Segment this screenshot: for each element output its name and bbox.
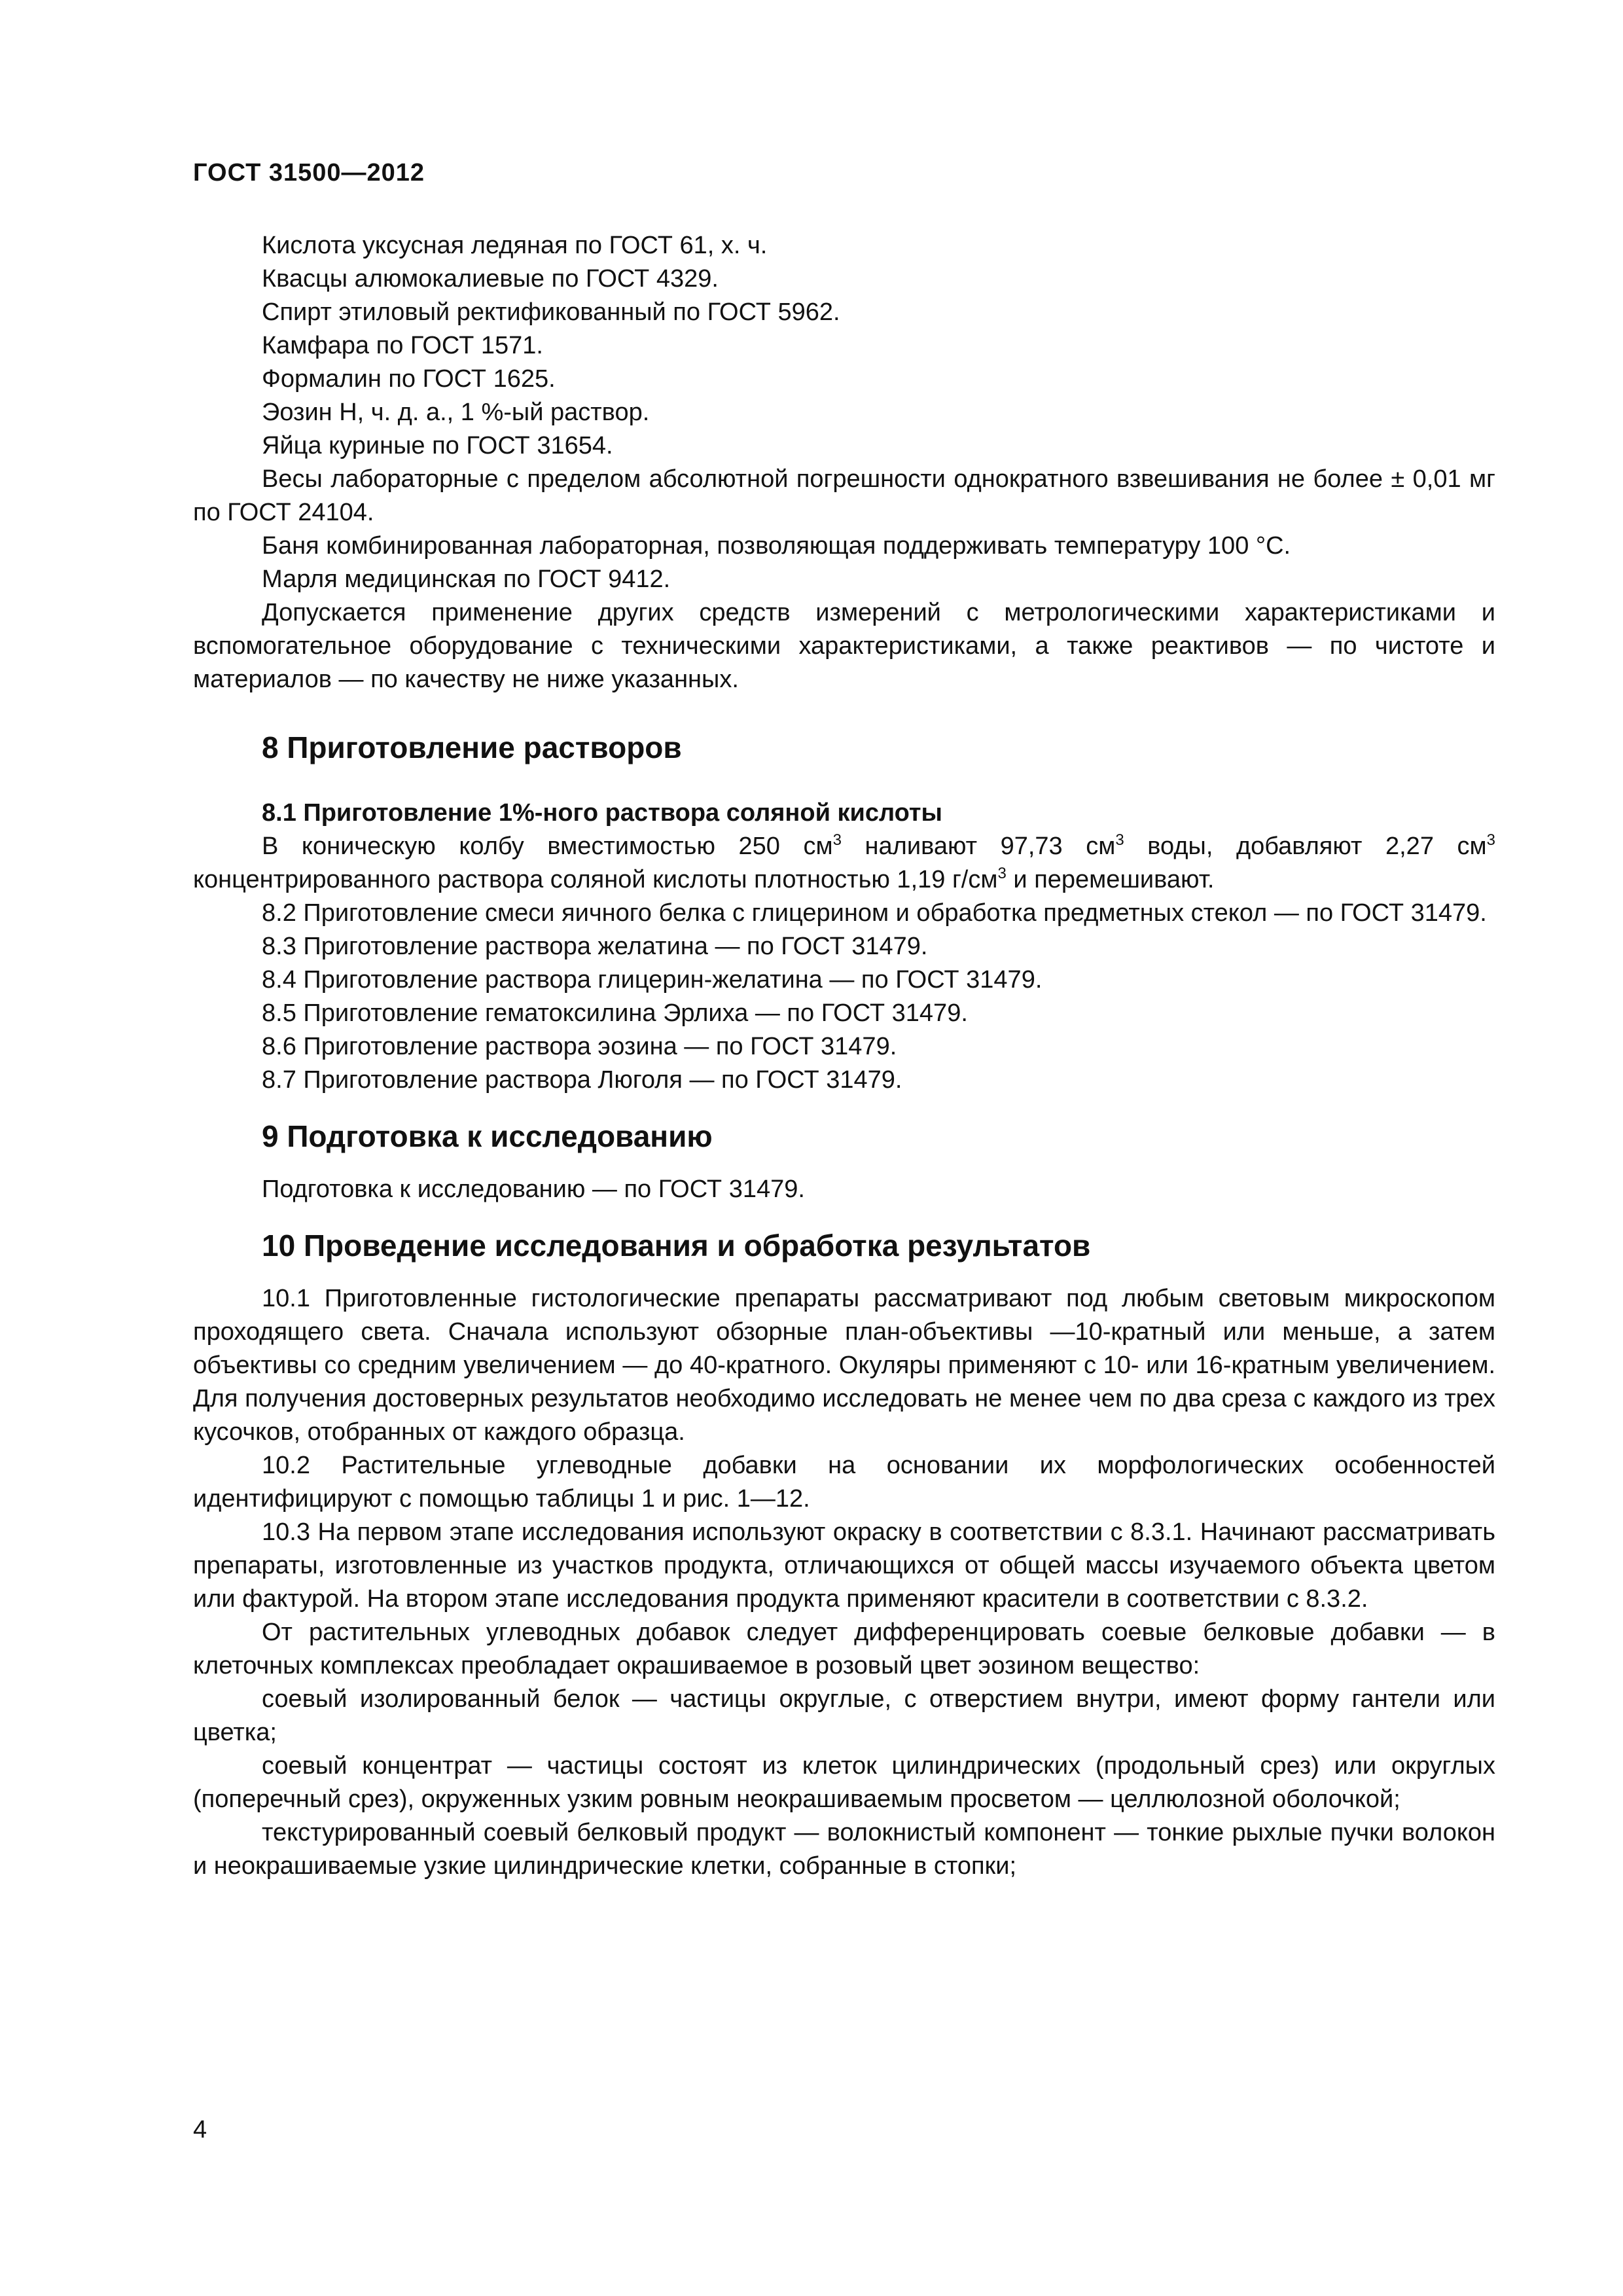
section-8-item: 8.3 Приготовление раствора желатина — по ГОСТ 31479. bbox=[262, 933, 928, 960]
paragraph-8-2: 8.2 Приготовление смеси яичного белка с глицерином и обработка предметных стекол — по ГОСТ 31479. bbox=[262, 899, 1487, 927]
paragraph-10-3: 10.3 На первом этапе исследования используют окраску в соответствии с 8.3.1. Начинают рассматривать препараты, изготовленные из участков продукта, отличающихся от общей массы изучаемого объекта цветом или фактурой. На втором этапе исследования продукта применяют красители в соответствии с 8.3.2. bbox=[193, 1518, 1495, 1613]
list-item: Яйца куриные по ГОСТ 31654. bbox=[262, 432, 613, 459]
section-9-text: Подготовка к исследованию — по ГОСТ 31479. bbox=[262, 1175, 805, 1203]
paragraph-soy-textured: текстурированный соевый белковый продукт — волокнистый компонент — тонкие рыхлые пучки волокон и неокрашиваемые узкие цилиндрические клетки, собранные в стопки; bbox=[193, 1819, 1495, 1880]
scales-paragraph: Весы лабораторные с пределом абсолютной погрешности однократного взвешивания не более ± 0,01 мг по ГОСТ 24104. bbox=[193, 465, 1495, 526]
paragraph-8-1: В коническую колбу вместимостью 250 $см^3$ наливают 97,73 $см^3$ воды, добавляют 2,27 $см^3$ концентрированного раствора соляной кислоты плотностью 1,19 $г/см^3$ и перемешивают. bbox=[193, 831, 1495, 893]
list-item: Спирт этиловый ректификованный по ГОСТ 5962. bbox=[262, 298, 840, 326]
paragraph-10-1: 10.1 Приготовленные гистологические препараты рассматривают под любым световым микроскопом проходящего света. Сначала используют обзорные план-объективы —10-кратный или меньше, а затем объективы со средним увеличением — до 40-кратного. Окуляры применяют с 10- или 16-кратным увеличением. Для получения достоверных результатов необходимо исследовать не менее чем по два среза с каждого из трех кусочков, отобранных от каждого образца. bbox=[193, 1285, 1495, 1446]
section-9-title: 9 Подготовка к исследованию bbox=[262, 1119, 713, 1153]
list-item: Формалин по ГОСТ 1625. bbox=[262, 365, 556, 393]
list-item: Квасцы алюмокалиевые по ГОСТ 4329. bbox=[262, 265, 719, 293]
paragraph-soy-differentiation: От растительных углеводных добавок следует дифференцировать соевые белковые добавки — в клеточных комплексах преобладает окрашиваемое в розовый цвет эозином вещество: bbox=[193, 1619, 1495, 1679]
list-item: Эозин Н, ч. д. а., 1 %-ый раствор. bbox=[262, 399, 650, 426]
list-item: Камфара по ГОСТ 1571. bbox=[262, 332, 543, 359]
subsection-8-1-title: 8.1 Приготовление 1%-ного раствора соляной кислоты bbox=[262, 799, 942, 827]
gauze-paragraph: Марля медицинская по ГОСТ 9412. bbox=[262, 565, 671, 593]
paragraph-soy-concentrate: соевый концентрат — частицы состоят из клеток цилиндрических (продольный срез) или округлых (поперечный срез), окруженных узким ровным неокрашиваемым просветом — целлюлозной оболочкой; bbox=[193, 1752, 1495, 1813]
section-8-item: 8.6 Приготовление раствора эозина — по ГОСТ 31479. bbox=[262, 1033, 897, 1060]
paragraph-soy-isolate: соевый изолированный белок — частицы округлые, с отверстием внутри, имеют форму гантели или цветка; bbox=[193, 1685, 1495, 1746]
paragraph-10-2: 10.2 Растительные углеводные добавки на основании их морфологических особенностей идентифицируют с помощью таблицы 1 и рис. 1—12. bbox=[193, 1452, 1495, 1513]
allowed-paragraph: Допускается применение других средств измерений с метрологическими характеристиками и вспомогательное оборудование с техническими характеристиками, а также реактивов — по чистоте и материалов — по качеству не ниже указанных. bbox=[193, 599, 1495, 693]
section-8-item: 8.5 Приготовление гематоксилина Эрлиха — по ГОСТ 31479. bbox=[262, 999, 968, 1027]
page-number: 4 bbox=[193, 2116, 207, 2144]
document-body bbox=[193, 229, 1495, 1883]
section-8-title: 8 Приготовление растворов bbox=[262, 730, 682, 764]
section-8-item: 8.7 Приготовление раствора Люголя — по ГОСТ 31479. bbox=[262, 1066, 902, 1094]
document-header: ГОСТ 31500—2012 bbox=[193, 159, 425, 187]
section-8-item: 8.4 Приготовление раствора глицерин-желатина — по ГОСТ 31479. bbox=[262, 966, 1043, 994]
bath-paragraph: Баня комбинированная лабораторная, позволяющая поддерживать температуру 100 °С. bbox=[262, 532, 1291, 560]
section-10-title: 10 Проведение исследования и обработка результатов bbox=[262, 1229, 1091, 1263]
list-item: Кислота уксусная ледяная по ГОСТ 61, х. ч. bbox=[262, 232, 768, 259]
